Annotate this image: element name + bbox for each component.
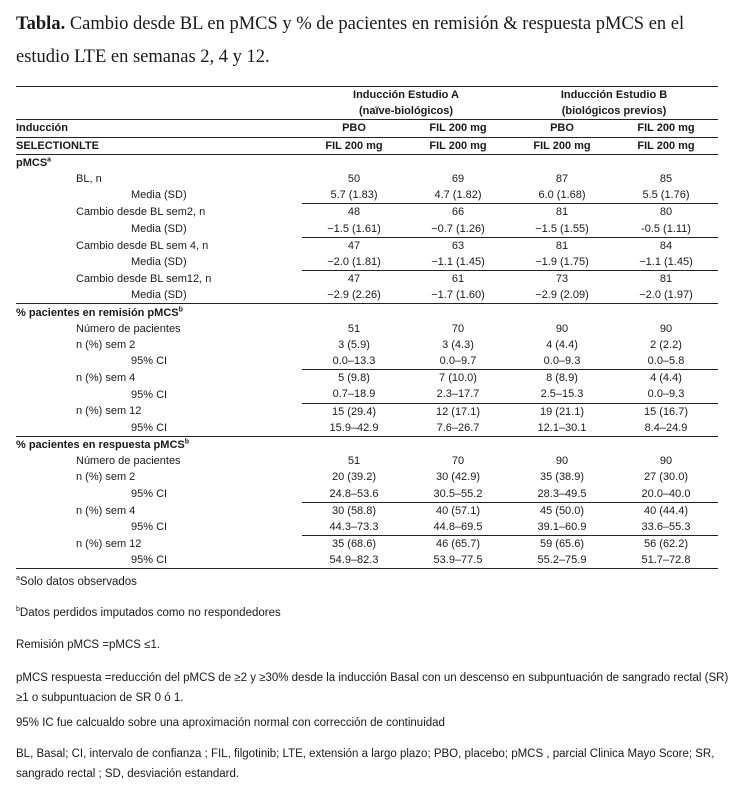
table-row [16,552,718,569]
table-row [16,237,718,254]
footnote-remision: Remisión pMCS =pMCS ≤1. [16,639,161,651]
row-value: 80 [659,206,673,219]
table-row [16,420,718,437]
section-pmcs [16,154,718,304]
row-label: 95% CI [131,355,168,368]
row-value: 40 (57.1) [435,504,481,517]
row-value: 30 (58.8) [331,504,377,517]
footnote-abbrev: BL, Basal; CI, intervalo de confianza ; FIL, filgotinib; LTE, extensión a largo plazo; PBO, placebo; pMCS , parcial Clinica Mayo Score; SR, sangrado rectal ; SD, desviación estandard. [16,748,715,780]
pmcs-heading [16,154,718,171]
row-value: 24.8–53.6 [302,486,406,503]
row-value: −2.0 (1.81) [302,254,406,271]
row-value: 7 (10.0) [439,372,477,385]
section-remision [16,304,718,437]
row-label: n (%) sem 12 [76,405,142,418]
respuesta-heading-row [16,436,718,453]
row-label: n (%) sem 12 [76,537,142,550]
footnote-b-mark: b [16,606,20,614]
row-value: 30.5–55.2 [406,486,510,503]
row-value: −1.1 (1.45) [406,254,510,271]
selection-label: SELECTIONLTE [16,137,302,154]
remision-heading-row [16,304,718,321]
row-value: 90 [659,322,673,335]
row-value: 12.1–30.1 [510,420,614,437]
row-value: 39.1–60.9 [510,519,614,536]
row-value: 81 [555,239,569,252]
selection-col-2: FIL 200 mg [406,137,510,154]
row-value: 20 (39.2) [331,471,377,484]
remision-heading [16,304,718,321]
footnote-b [16,604,736,622]
row-value: 63 [451,239,465,252]
table-row [16,187,718,204]
footnote-a-mark: a [16,575,20,583]
row-value: 85 [659,173,673,186]
row-label: Media (SD) [131,222,187,235]
table-row [16,171,718,187]
row-value: 53.9–77.5 [406,552,510,569]
row-value: 48 [347,206,361,219]
row-value: 87 [555,173,569,186]
table-row [16,536,718,553]
induccion-col-2: FIL 200 mg [406,120,510,137]
row-value: 12 (17.1) [435,405,481,418]
row-label: n (%) sem 2 [76,471,136,484]
row-value: 8 (8.9) [546,372,578,385]
row-value: −2.9 (2.09) [510,287,614,304]
row-value: 5.7 (1.83) [302,187,406,204]
section-respuesta [16,436,718,569]
row-value: 69 [451,173,465,186]
row-label: n (%) sem 2 [76,338,136,351]
row-value: 40 (44.4) [643,504,689,517]
row-value: 45 (50.0) [539,504,585,517]
group-a-subtitle: (naïve-biológicos) [302,103,510,120]
row-label: Media (SD) [131,189,187,202]
title-text: Cambio desde BL en pMCS y % de pacientes en remisión & respuesta pMCS en el estudio LTE en semanas 2, 4 y 12. [16,14,685,67]
table-row [16,221,718,238]
row-value: 7.6–26.7 [406,420,510,437]
row-value: 46 (65.7) [435,538,481,551]
row-value: 55.2–75.9 [510,552,614,569]
row-value: 15 (29.4) [331,405,377,418]
selection-col-3: FIL 200 mg [510,137,614,154]
row-value: 51 [347,322,361,335]
row-label: Número de pacientes [76,322,181,335]
row-value: −2.9 (2.26) [302,287,406,304]
selection-col-4: FIL 200 mg [614,137,718,154]
row-value: 33.6–55.3 [614,519,718,536]
induccion-col-4: FIL 200 mg [614,120,718,137]
row-value: 51.7–72.8 [614,552,718,569]
row-value: −1.5 (1.61) [302,221,406,238]
table-row [16,204,718,221]
table-row [16,469,718,485]
row-value: 3 (5.9) [338,338,370,351]
group-b-title: Inducción Estudio B [510,87,718,104]
table-row [16,486,718,503]
row-value: 70 [451,455,465,468]
row-label: Cambio desde BL sem12, n [76,272,212,285]
row-value: 81 [659,273,673,286]
group-header-row-2 [16,103,718,120]
row-value: 3 (4.3) [442,338,474,351]
row-value: 0.0–9.3 [510,353,614,370]
row-label: BL, n [76,173,102,186]
row-value: 47 [347,239,361,252]
row-value: 5 (9.8) [338,372,370,385]
pmcs-heading-row [16,154,718,171]
row-value: 19 (21.1) [539,405,585,418]
pmcs-heading-text: pMCS [16,156,48,169]
row-label: 95% CI [16,420,302,437]
row-value: 20.0–40.0 [614,486,718,503]
row-label: 95% CI [131,521,168,534]
footnote-a [16,573,736,591]
row-value: 44.3–73.3 [302,519,406,536]
row-value: −1.5 (1.55) [510,221,614,238]
remision-heading-text: % pacientes en remisión pMCS [16,306,179,319]
row-value: 50 [347,173,361,186]
table-row [16,386,718,403]
row-value: 4.7 (1.82) [406,187,510,204]
induccion-row [16,120,718,137]
table-row [16,353,718,370]
table-row [16,254,718,271]
row-label: Número de pacientes [76,455,181,468]
footnote-b-text: Datos perdidos imputados como no respondedores [19,607,281,619]
row-value: 0.0–9.7 [406,353,510,370]
results-table [16,86,718,569]
row-label: Media (SD) [16,287,302,304]
row-value: −0.7 (1.26) [406,221,510,238]
row-label: Cambio desde BL sem 4, n [76,239,209,252]
table-row [16,271,718,288]
table-row [16,321,718,337]
row-value: 56 (62.2) [643,538,689,551]
group-header-row-1 [16,87,718,104]
row-value: 35 (38.9) [539,471,585,484]
row-value: 84 [659,239,673,252]
table-title [16,8,736,74]
title-label: Tabla. [16,14,66,34]
row-value: −1.9 (1.75) [510,254,614,271]
table-row [16,370,718,387]
row-value: 4 (4.4) [546,338,578,351]
row-value: 90 [659,455,673,468]
row-value: −1.7 (1.60) [406,287,510,304]
row-value: 0.7–18.9 [302,386,406,403]
row-value: 0.0–5.8 [614,353,718,370]
row-value: 5.5 (1.76) [614,187,718,204]
induccion-label: Inducción [16,120,302,137]
row-value: 4 (4.4) [650,372,682,385]
row-value: 27 (30.0) [643,471,689,484]
row-value: 35 (68.6) [331,538,377,551]
row-value: -0.5 (1.11) [614,221,718,238]
row-value: 54.9–82.3 [302,552,406,569]
row-value: 81 [555,206,569,219]
remision-heading-sup: b [178,305,183,313]
table-row [16,403,718,420]
respuesta-heading-sup: b [184,438,190,446]
row-value: 2 (2.2) [650,338,682,351]
row-value: 90 [555,322,569,335]
row-value: 15 (16.7) [643,405,689,418]
table-row [16,453,718,469]
row-value: 0.0–13.3 [302,353,406,370]
row-value: 2.3–17.7 [406,386,510,403]
induccion-col-3: PBO [510,120,614,137]
row-value: 6.0 (1.68) [510,187,614,204]
row-label: n (%) sem 4 [76,372,136,385]
row-value: 44.8–69.5 [406,519,510,536]
row-value: 30 (42.9) [435,471,481,484]
row-value: 2.5–15.3 [510,386,614,403]
row-value: 8.4–24.9 [614,420,718,437]
row-value: −1.1 (1.45) [614,254,718,271]
selection-col-1: FIL 200 mg [302,137,406,154]
row-value: 59 (65.6) [539,538,585,551]
pmcs-heading-sup: a [47,156,52,164]
row-value: 61 [451,273,465,286]
footnote-a-text: Solo datos observados [19,576,137,588]
table-row [16,519,718,536]
row-value: 90 [555,455,569,468]
row-value: −2.0 (1.97) [614,287,718,304]
row-value: 28.3–49.5 [510,486,614,503]
row-value: 51 [347,455,361,468]
row-label: Cambio desde BL sem2, n [76,206,206,219]
row-value: 15.9–42.9 [302,420,406,437]
table-row [16,287,718,304]
row-value: 70 [451,322,465,335]
group-b-subtitle: (biológicos previos) [510,103,718,120]
row-value: 66 [451,206,465,219]
footnote-ic: 95% IC fue calcualdo sobre una aproximación normal con corrección de continuidad [16,717,445,729]
row-value: 0.0–9.3 [614,386,718,403]
respuesta-heading [16,436,718,453]
table-row [16,502,718,519]
footnote-respuesta: pMCS respuesta =reducción del pMCS de ≥2 y ≥30% desde la inducción Basal con un descenso en subpuntuación de sangrado rectal (SR) ≥1 o subpuntuacion de SR 0 ó 1. [16,672,729,704]
row-value: 47 [347,273,361,286]
induccion-col-1: PBO [302,120,406,137]
selection-row [16,137,718,154]
table-row [16,337,718,353]
row-label: 95% CI [131,487,168,500]
respuesta-heading-text: % pacientes en respuesta pMCS [16,439,185,452]
row-value: 73 [555,273,569,286]
row-label: n (%) sem 4 [76,504,136,517]
row-label: Media (SD) [131,256,187,269]
row-label: 95% CI [16,552,302,569]
group-a-title: Inducción Estudio A [302,87,510,104]
row-label: 95% CI [131,388,168,401]
